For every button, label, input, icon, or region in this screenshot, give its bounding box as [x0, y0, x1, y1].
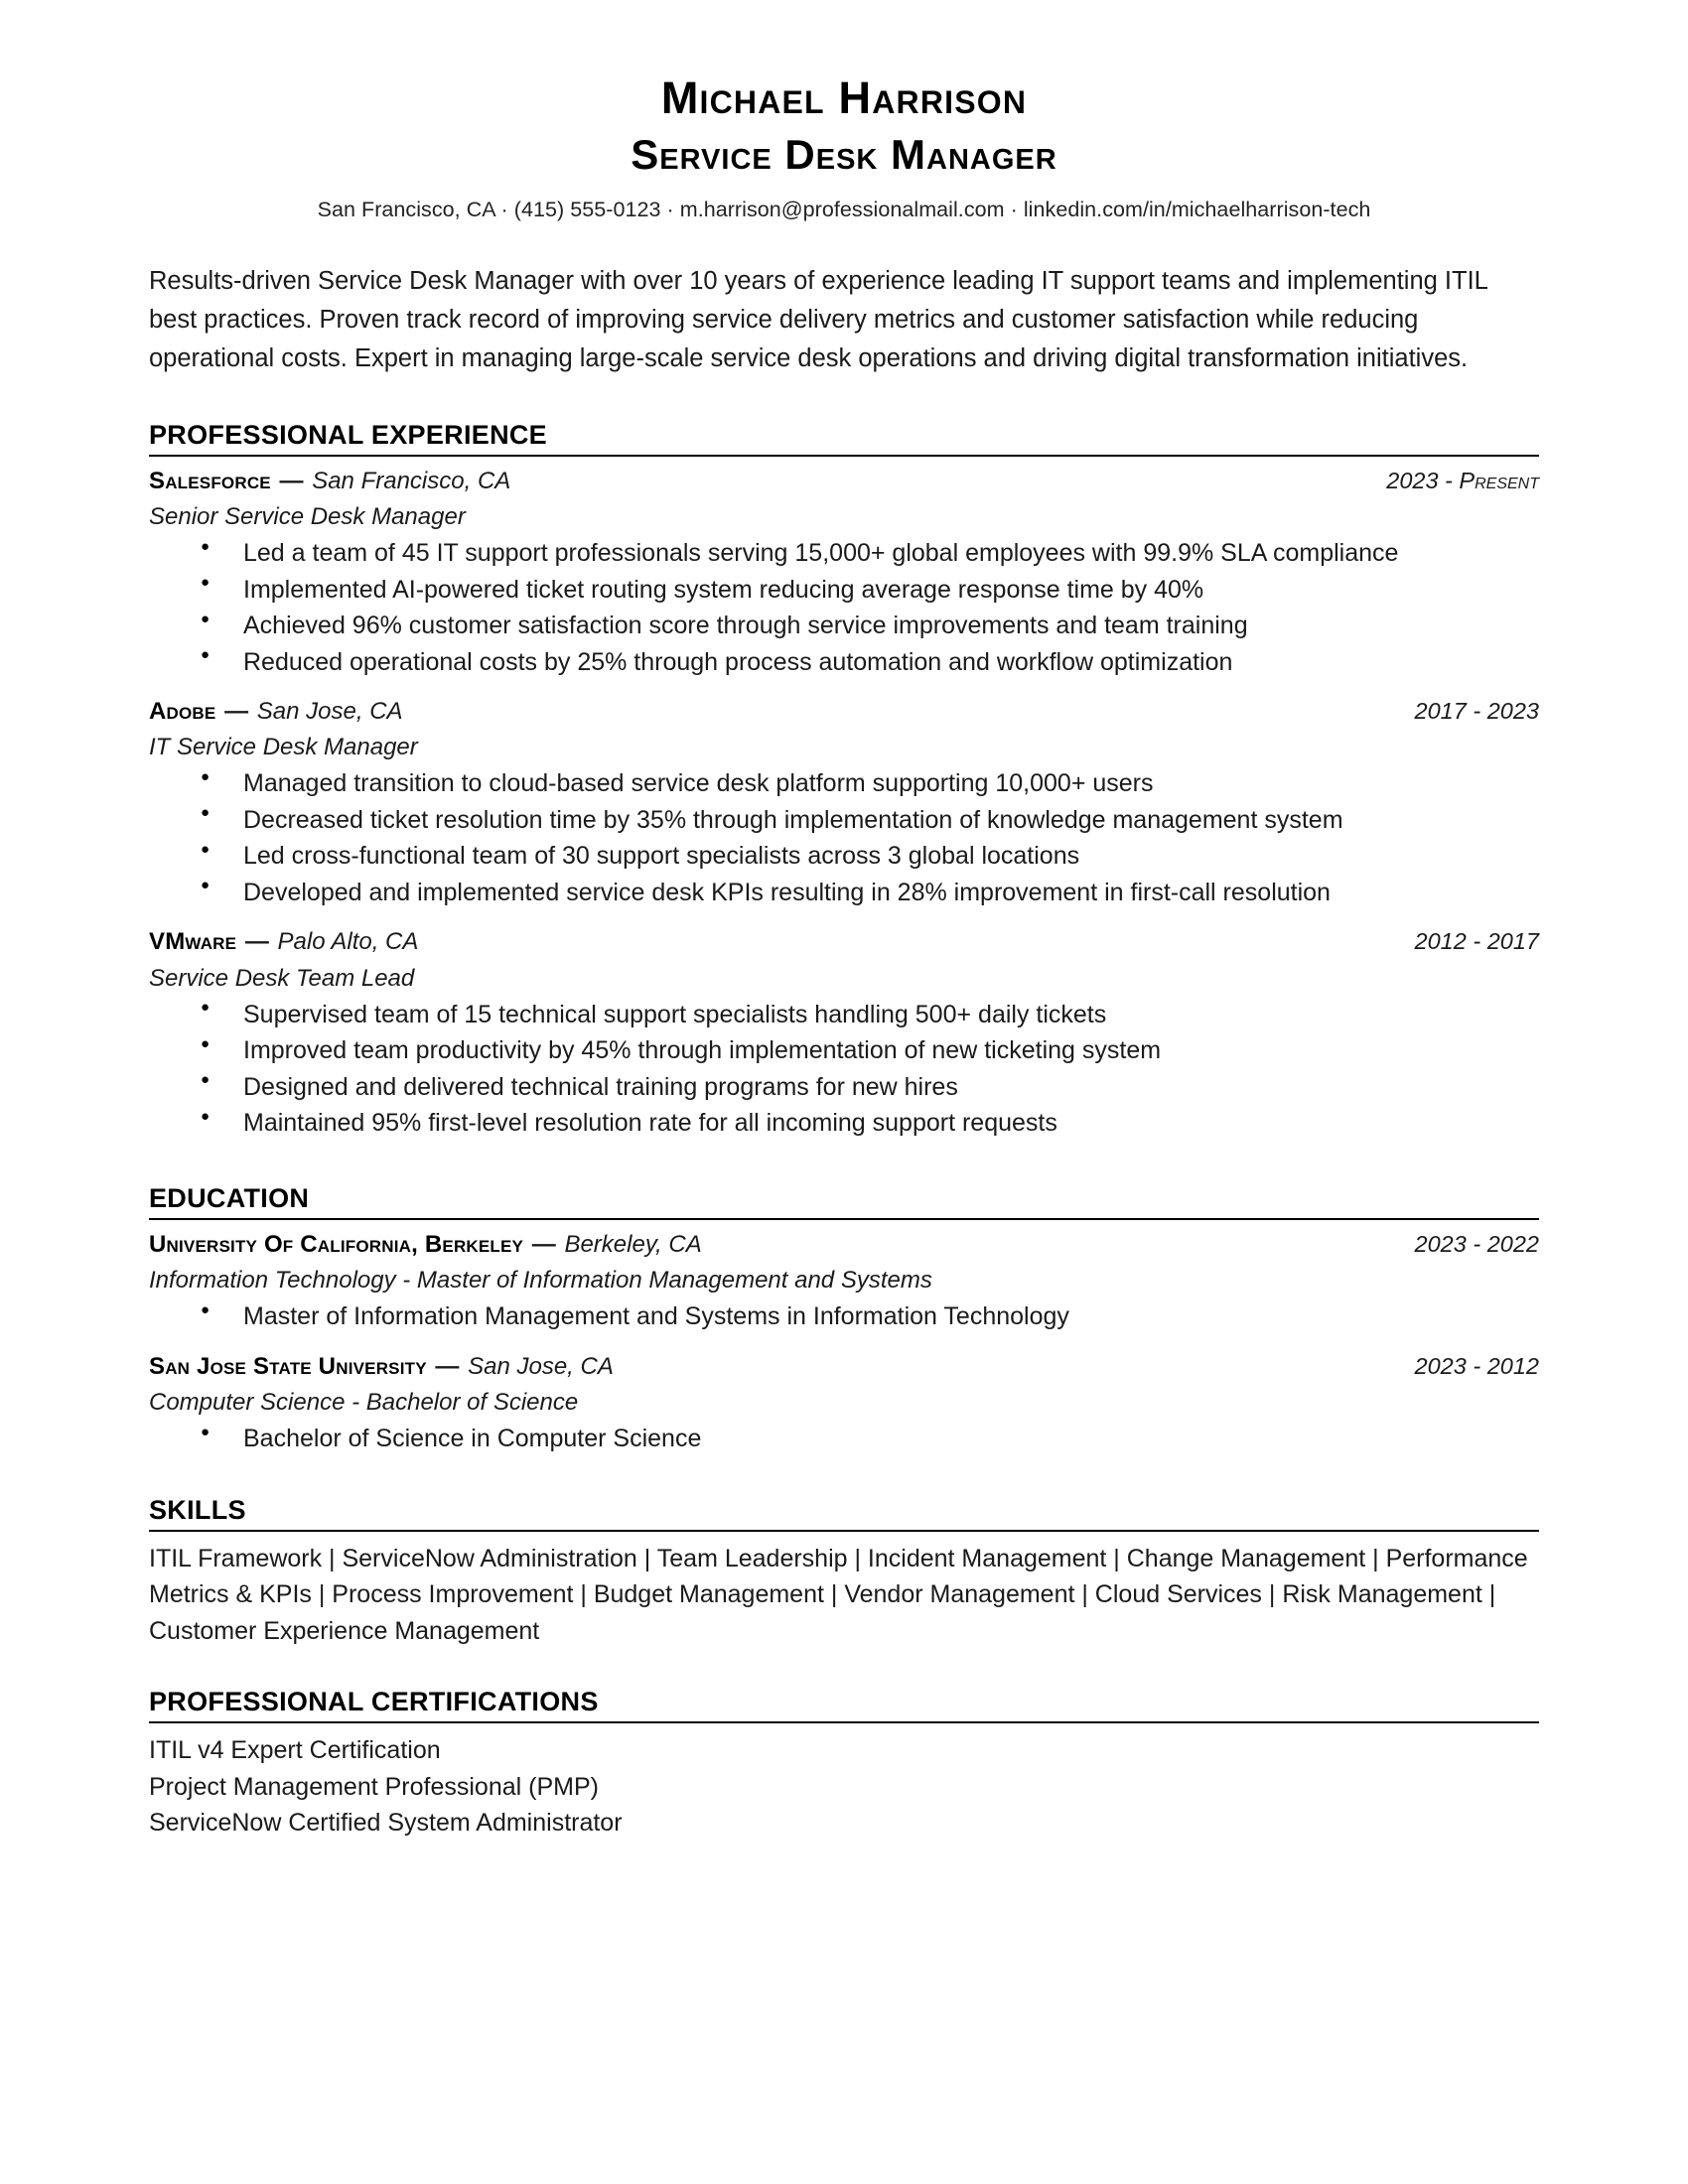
- entry-location: Berkeley, CA: [564, 1230, 702, 1258]
- certification-item: ITIL v4 Expert Certification: [149, 1736, 441, 1765]
- bullet-item: ● Decreased ticket resolution time by 35% through implementation of knowledge management system: [149, 803, 1539, 839]
- section-rule-certifications: [149, 1721, 1539, 1723]
- entry-org-location: [149, 1351, 614, 1382]
- section-rule-experience: [149, 455, 1539, 457]
- section-education: [149, 1183, 1539, 1457]
- bullet-item: ● Led a team of 45 IT support professionals serving 15,000+ global employees with 99.9% SLA compliance: [149, 536, 1539, 572]
- company-name: Adobe: [149, 698, 216, 726]
- bullet-item: ● Led cross-functional team of 30 support specialists across 3 global locations: [149, 839, 1539, 875]
- job-role-title: Senior Service Desk Manager: [149, 502, 466, 530]
- entry-location: San Jose, CA: [468, 1352, 614, 1380]
- entry-dates: 2017 - 2023: [1414, 698, 1539, 725]
- bullet-item: ● Designed and delivered technical training programs for new hires: [149, 1070, 1539, 1106]
- job-role-title: Service Desk Team Lead: [149, 964, 415, 992]
- bullet-item: ● Managed transition to cloud-based service desk platform supporting 10,000+ users: [149, 766, 1539, 802]
- experience-entry: [149, 466, 1539, 680]
- entry-separator: —: [525, 1230, 563, 1258]
- candidate-job-title: Service Desk Manager: [631, 131, 1057, 179]
- entry-header-row: [149, 696, 1539, 727]
- resume-header: [149, 71, 1539, 222]
- entry-dates: 2023 - 2012: [1414, 1352, 1539, 1379]
- section-title-skills: SKILLS: [149, 1494, 246, 1525]
- entry-separator: —: [238, 928, 276, 956]
- entry-dates: 2023 - 2022: [1414, 1230, 1539, 1257]
- entry-separator: —: [217, 698, 255, 726]
- skills-list: ITIL Framework | ServiceNow Administration | Team Leadership | Incident Management | Change Management | Performance Metrics & KPIs | Process Improvement | Budget Management | Vendor Management | Cloud Services | Risk Management | Customer Experience Management: [149, 1544, 1528, 1645]
- experience-entry: [149, 696, 1539, 910]
- entry-header-row: [149, 926, 1539, 957]
- entry-header-row: [149, 1351, 1539, 1382]
- entry-location: San Jose, CA: [256, 698, 403, 726]
- bullet-item: ● Achieved 96% customer satisfaction score through service improvements and team training: [149, 609, 1539, 644]
- entry-org-location: [149, 926, 418, 957]
- entry-org-location: [149, 466, 510, 496]
- entry-location: Palo Alto, CA: [277, 928, 419, 956]
- contact-line: San Francisco, CA · (415) 555-0123 · m.harrison@professionalmail.com · linkedin.com/in/michaelharrison-tech: [317, 198, 1371, 222]
- school-name: San Jose State University: [149, 1352, 427, 1380]
- entry-bullet-list: [149, 998, 1539, 1142]
- bullet-item: ● Supervised team of 15 technical support specialists handling 500+ daily tickets: [149, 998, 1539, 1033]
- school-name: University Of California, Berkeley: [149, 1230, 524, 1258]
- entry-bullet-list: [149, 536, 1539, 680]
- section-title-experience: PROFESSIONAL EXPERIENCE: [149, 419, 547, 450]
- entry-separator: —: [272, 467, 311, 494]
- entry-dates: 2023 - Present: [1386, 467, 1539, 493]
- experience-entries: [149, 466, 1539, 1142]
- section-rule-education: [149, 1218, 1539, 1220]
- entry-org-location: [149, 696, 403, 727]
- bullet-item: ● Improved team productivity by 45% through implementation of new ticketing system: [149, 1033, 1539, 1069]
- section-certifications: [149, 1687, 1539, 1842]
- entry-bullet-list: [149, 766, 1539, 910]
- entry-location: San Francisco, CA: [312, 467, 511, 494]
- entry-bullet-list: [149, 1422, 1539, 1457]
- education-entries: [149, 1229, 1539, 1457]
- certification-item: ServiceNow Certified System Administrator: [149, 1809, 623, 1838]
- entry-header-row: [149, 1229, 1539, 1260]
- entry-dates: 2012 - 2017: [1414, 928, 1539, 955]
- entry-header-row: [149, 466, 1539, 496]
- certifications-entries: [149, 1732, 1539, 1842]
- bullet-item: ● Implemented AI-powered ticket routing system reducing average response time by 40%: [149, 573, 1539, 609]
- bullet-item: ● Bachelor of Science in Computer Science: [149, 1422, 1539, 1457]
- section-title-education: EDUCATION: [149, 1182, 310, 1213]
- section-title-certifications: PROFESSIONAL CERTIFICATIONS: [149, 1687, 599, 1717]
- section-rule-skills: [149, 1530, 1539, 1532]
- experience-entry: [149, 926, 1539, 1141]
- bullet-item: ● Maintained 95% first-level resolution rate for all incoming support requests: [149, 1106, 1539, 1142]
- professional-summary: Results-driven Service Desk Manager with over 10 years of experience leading IT support teams and implementing ITIL best practices. Proven track record of improving service delivery metrics and customer satisfaction while reducing operational costs. Expert in managing large-scale service desk operations and driving digital transformation initiatives.: [149, 267, 1487, 372]
- candidate-name: Michael Harrison: [660, 72, 1028, 123]
- entry-org-location: [149, 1229, 702, 1260]
- entry-separator: —: [428, 1352, 467, 1380]
- bullet-item: ● Master of Information Management and Systems in Information Technology: [149, 1299, 1539, 1335]
- job-role-title: IT Service Desk Manager: [149, 734, 418, 761]
- company-name: Salesforce: [149, 467, 271, 494]
- bullet-item: ● Reduced operational costs by 25% through process automation and workflow optimization: [149, 645, 1539, 681]
- entry-bullet-list: [149, 1299, 1539, 1335]
- degree-program: Information Technology - Master of Information Management and Systems: [149, 1267, 932, 1295]
- degree-program: Computer Science - Bachelor of Science: [149, 1388, 579, 1416]
- section-skills: [149, 1495, 1539, 1650]
- company-name: VMware: [149, 928, 237, 956]
- bullet-item: ● Developed and implemented service desk KPIs resulting in 28% improvement in first-call resolution: [149, 876, 1539, 911]
- section-professional-experience: [149, 420, 1539, 1142]
- certification-item: Project Management Professional (PMP): [149, 1772, 599, 1801]
- education-entry: [149, 1351, 1539, 1457]
- education-entry: [149, 1229, 1539, 1335]
